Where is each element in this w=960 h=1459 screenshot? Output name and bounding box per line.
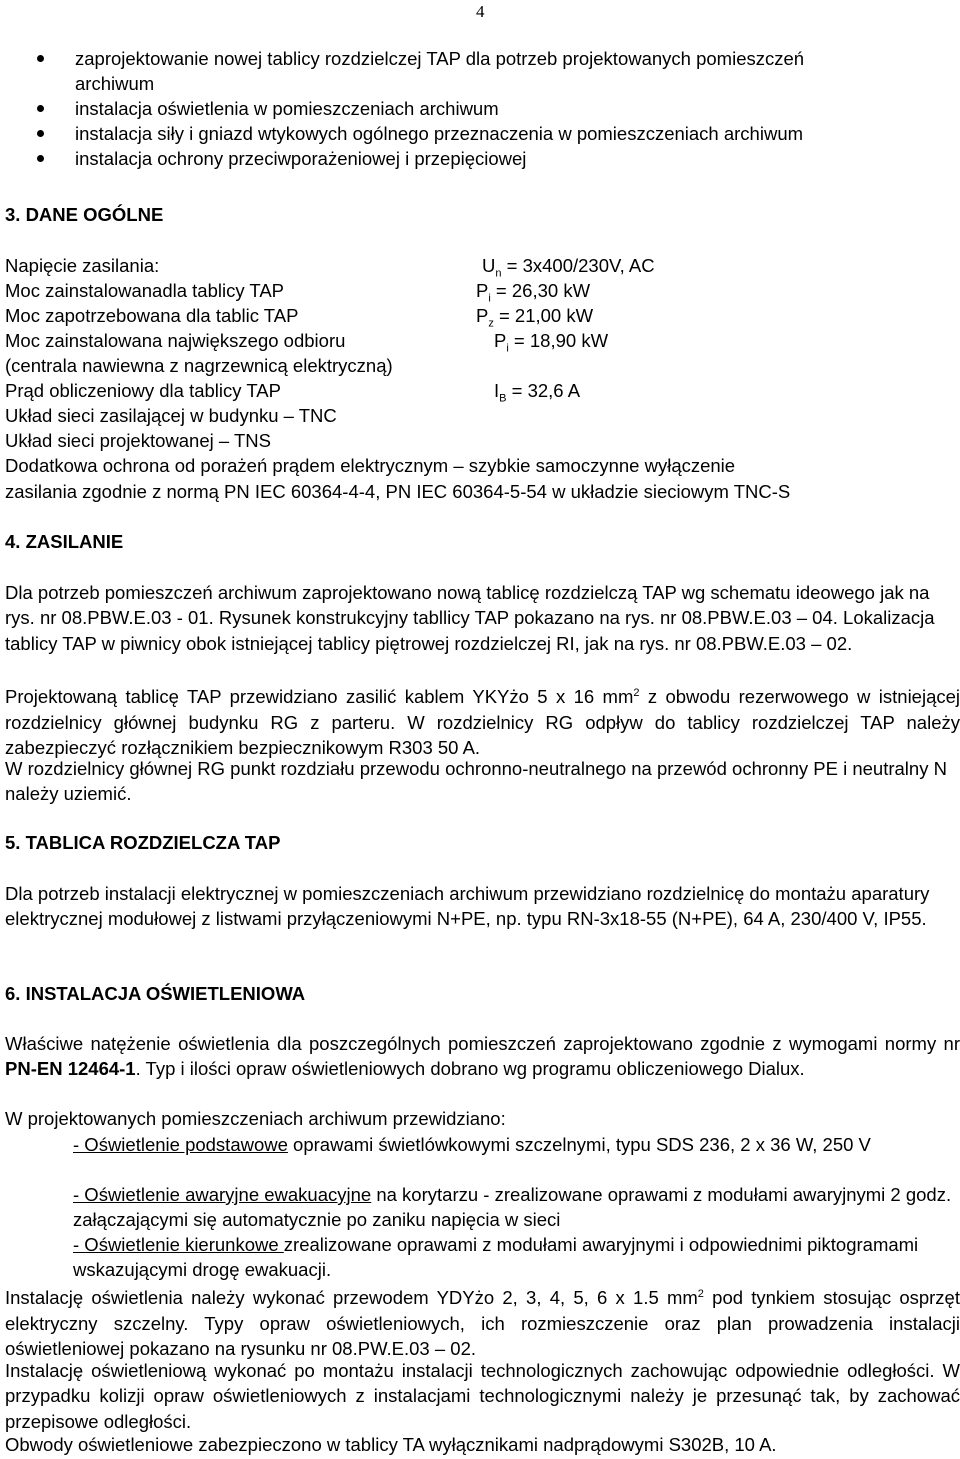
param-note: (centrala nawiewna z nagrzewnicą elektryczną) [5, 355, 393, 376]
param-row: Moc zapotrzebowana dla tablic TAP $P_z = 21,00$ kW [5, 305, 594, 330]
list-item: zaprojektowanie nowej tablicy rozdzielczej TAP dla potrzeb projektowanych pomieszczeń [0, 46, 804, 71]
list-item: - Oświetlenie awaryjne ewakuacyjne na korytarzu - zrealizowane oprawami z modułami awaryjnymi 2 godz. załączającymi się automatycznie po zaniku napięcia w sieci [73, 1184, 952, 1230]
paragraph: Projektowaną tablicę TAP przewidziano zasilić kablem YKYżo 5 x 16 $mm^2$ z obwodu rezerwowego w istniejącej rozdzielnicy głównej budynku RG z parteru. W rozdzielnicy RG odpływ do tablicy rozdzielczej TAP należy zabezpieczyć rozłącznikiem bezpiecznikowym R303 50 A. [5, 686, 960, 758]
paragraph: W rozdzielnicy głównej RG punkt rozdziału przewodu ochronno-neutralnego na przewód ochronny PE i neutralny N należy uziemić. [5, 758, 947, 805]
bullet-icon [37, 155, 44, 162]
section-3-heading: 3. DANE OGÓLNE [5, 204, 164, 225]
paragraph: Obwody oświetleniowe zabezpieczono w tablicy TA wyłącznikami nadprądowymi S302B, 10 A. [5, 1434, 777, 1455]
section-4-heading: 4. ZASILANIE [5, 531, 124, 552]
param-row: Napięcie zasilania: $U_n = 3x400/230V$, AC [5, 255, 655, 280]
protection-line: Dodatkowa ochrona od porażeń prądem elektrycznym – szybkie samoczynne wyłączenie [5, 455, 736, 476]
list-item: instalacja siły i gniazd wtykowych ogólnego przeznaczenia w pomieszczeniach archiwum [0, 121, 804, 146]
param-row: Moc zainstalowana największego odbioru $P_i = 18,90$ kW [5, 330, 609, 355]
network-line: Układ sieci projektowanej – TNS [5, 430, 271, 451]
param-value: $P_i = 18,90$ kW [494, 330, 609, 355]
paragraph: Dla potrzeb instalacji elektrycznej w pomieszczeniach archiwum przewidziano rozdzielnicę do montażu aparatury elektrycznej modułowej z listwami przyłączeniowymi N+PE, np. typu RN-3x18-55 (N+PE), 64 A, 230/400 V, IP55. [5, 883, 930, 930]
list-item: - Oświetlenie podstawowe oprawami świetlówkowymi szczelnymi, typu SDS 236, 2 x 36 W, 250 V [73, 1134, 871, 1155]
paragraph: W projektowanych pomieszczeniach archiwum przewidziano: [5, 1108, 506, 1129]
section-5-heading: 5. TABLICA ROZDZIELCZA TAP [5, 832, 281, 853]
network-line: Układ sieci zasilającej w budynku – TNC [5, 405, 337, 426]
param-row: Prąd obliczeniowy dla tablicy TAP $I_B = 32,6$ A [5, 380, 581, 405]
list-item: instalacja oświetlenia w pomieszczeniach archiwum [0, 96, 804, 121]
bullet-icon [37, 130, 44, 137]
protection-line: zasilania zgodnie z normą PN IEC 60364-4-4, PN IEC 60364-5-54 w układzie sieciowym TNC-S [5, 481, 791, 502]
paragraph: Instalację oświetlenia należy wykonać przewodem YDYżo 2, 3, 4, 5, 6 x 1.5 $mm^2$ pod tynkiem stosując osprzęt elektryczny szczelny. Typy opraw oświetleniowych, ich rozmieszczenie oraz plan prowadzenia instalacji oświetleniowej pokazano na rysunku nr 08.PW.E.03 – 02. [5, 1287, 960, 1359]
page-number: 4 [476, 2, 485, 21]
bullet-icon [37, 105, 44, 112]
list-item: - Oświetlenie kierunkowe zrealizowane oprawami z modułami awaryjnymi i odpowiednimi piktogramami wskazującymi drogę ewakuacji. [73, 1234, 919, 1280]
param-value: $P_z = 21,00$ kW [476, 305, 594, 330]
param-value: $I_B = 32,6$ A [494, 380, 581, 405]
section-6-heading: 6. INSTALACJA OŚWIETLENIOWA [5, 983, 306, 1004]
bullet-icon [37, 55, 44, 62]
paragraph: Właściwe natężenie oświetlenia dla poszczególnych pomieszczeń zaprojektowano zgodnie z wymogami normy nr PN-EN 12464-1. Typ i ilości opraw oświetleniowych dobrano wg programu obliczeniowego Dialux. [5, 1033, 960, 1080]
param-value: $U_n = 3x400/230V$, AC [482, 255, 655, 280]
param-row: Moc zainstalowanadla tablicy TAP $P_i = 26,30$ kW [5, 280, 591, 305]
list-item: instalacja ochrony przeciwporażeniowej i przepięciowej [0, 146, 804, 171]
scope-list [0, 46, 804, 171]
paragraph: Instalację oświetleniową wykonać po montażu instalacji technologicznych zachowując odpowiednie odległości. W przypadku kolizji opraw oświetleniowych z instalacjami technologicznymi należy je przesunąć tak, by zachować przepisowe odległości. [5, 1360, 960, 1432]
list-item-continuation: archiwum [75, 73, 155, 94]
param-value: $P_i = 26,30$ kW [476, 280, 591, 305]
paragraph: Dla potrzeb pomieszczeń archiwum zaprojektowano nową tablicę rozdzielczą TAP wg schematu ideowego jak na rys. nr 08.PBW.E.03 - 01. Rysunek konstrukcyjny tabllicy TAP pokazano na rys. nr 08.PBW.E.03 – 04. Lokalizacja tablicy TAP w piwnicy obok istniejącej tablicy piętrowej rozdzielczej RI, jak na rys. nr 08.PBW.E.03 – 02. [5, 582, 935, 654]
